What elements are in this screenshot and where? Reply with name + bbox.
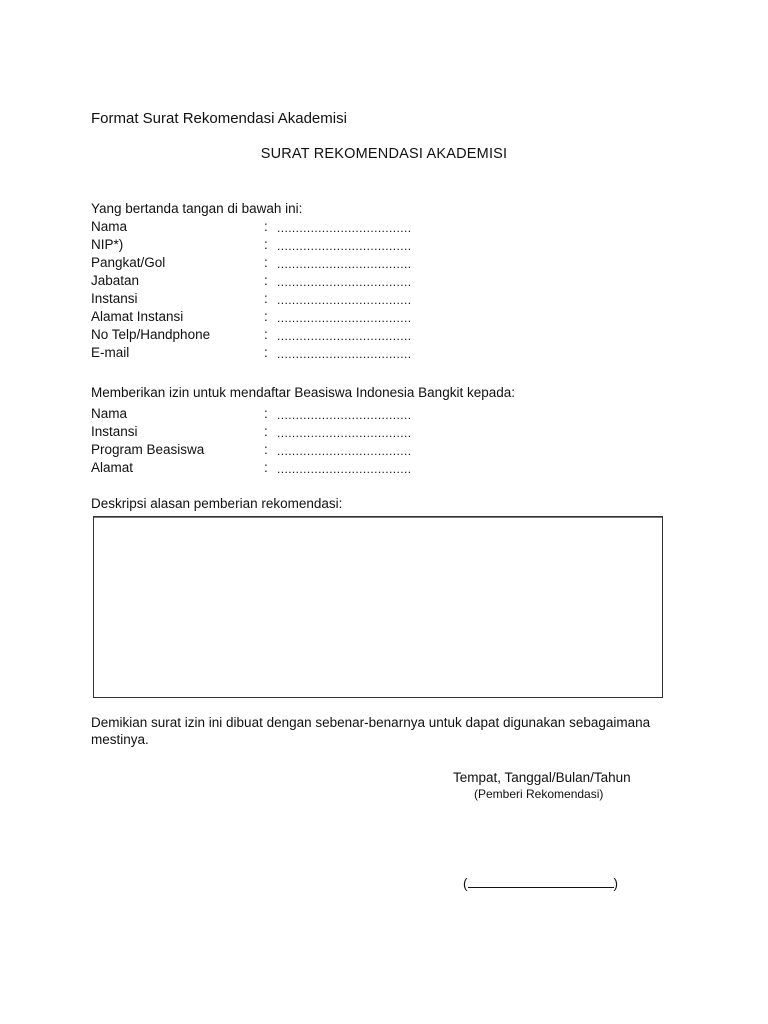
field-colon: :: [264, 460, 268, 475]
field-colon: :: [264, 309, 268, 324]
field-blank: ....................................: [277, 444, 412, 458]
field-colon: :: [264, 442, 268, 457]
signature-line: [463, 874, 618, 891]
field-label: Nama: [91, 406, 128, 421]
field-colon: :: [264, 255, 268, 270]
field-colon: :: [264, 406, 268, 421]
recipient-field-program: [91, 442, 431, 460]
field-label: Instansi: [91, 424, 138, 439]
signer-field-alamat-instansi: [91, 309, 431, 327]
field-blank: ....................................: [277, 275, 412, 289]
field-blank: ....................................: [277, 462, 412, 476]
signer-field-telp: [91, 327, 431, 345]
recipient-field-alamat: [91, 460, 431, 478]
close-paren: ): [613, 876, 618, 891]
field-colon: :: [264, 291, 268, 306]
document-heading: Format Surat Rekomendasi Akademisi: [91, 110, 347, 127]
field-label: Jabatan: [91, 273, 140, 288]
field-blank: ....................................: [277, 293, 412, 307]
field-blank: ....................................: [277, 311, 412, 325]
field-colon: :: [264, 424, 268, 439]
giver-label: (Pemberi Rekomendasi): [474, 787, 604, 801]
field-blank: ....................................: [277, 221, 412, 235]
field-label: Nama: [91, 219, 128, 234]
recipient-intro: Memberikan izin untuk mendaftar Beasiswa Indonesia Bangkit kepada:: [91, 385, 515, 400]
field-colon: :: [264, 237, 268, 252]
field-colon: :: [264, 273, 268, 288]
field-label: Pangkat/Gol: [91, 255, 166, 270]
field-label: Program Beasiswa: [91, 442, 205, 457]
signer-field-instansi: [91, 291, 431, 309]
field-colon: :: [264, 219, 268, 234]
signer-field-nama: [91, 219, 431, 237]
field-label: NIP*): [91, 237, 124, 252]
signature-blank: [468, 874, 614, 888]
signer-field-pangkat: [91, 255, 431, 273]
recipient-field-instansi: [91, 424, 431, 442]
field-blank: ....................................: [277, 239, 412, 253]
field-blank: ....................................: [277, 408, 412, 422]
signer-intro: Yang bertanda tangan di bawah ini:: [91, 201, 303, 216]
field-label: No Telp/Handphone: [91, 327, 211, 342]
field-colon: :: [264, 327, 268, 342]
field-blank: ....................................: [277, 426, 412, 440]
place-date: Tempat, Tanggal/Bulan/Tahun: [453, 770, 631, 785]
field-label: E-mail: [91, 345, 130, 360]
field-label: Alamat: [91, 460, 134, 475]
signer-field-email: [91, 345, 431, 363]
field-blank: ....................................: [277, 257, 412, 271]
description-box[interactable]: [93, 516, 663, 698]
field-blank: ....................................: [277, 329, 412, 343]
open-paren: (: [463, 876, 468, 891]
document-title: SURAT REKOMENDASI AKADEMISI: [260, 146, 508, 162]
field-colon: :: [264, 345, 268, 360]
field-label: Alamat Instansi: [91, 309, 184, 324]
field-blank: ....................................: [277, 347, 412, 361]
description-label: Deskripsi alasan pemberian rekomendasi:: [91, 496, 343, 511]
recipient-field-nama: [91, 406, 431, 424]
signer-field-nip: [91, 237, 431, 255]
closing-text: Demikian surat izin ini dibuat dengan sebenar-benarnya untuk dapat digunakan sebagaimana mestinya.: [91, 715, 651, 747]
field-label: Instansi: [91, 291, 138, 306]
signer-field-jabatan: [91, 273, 431, 291]
